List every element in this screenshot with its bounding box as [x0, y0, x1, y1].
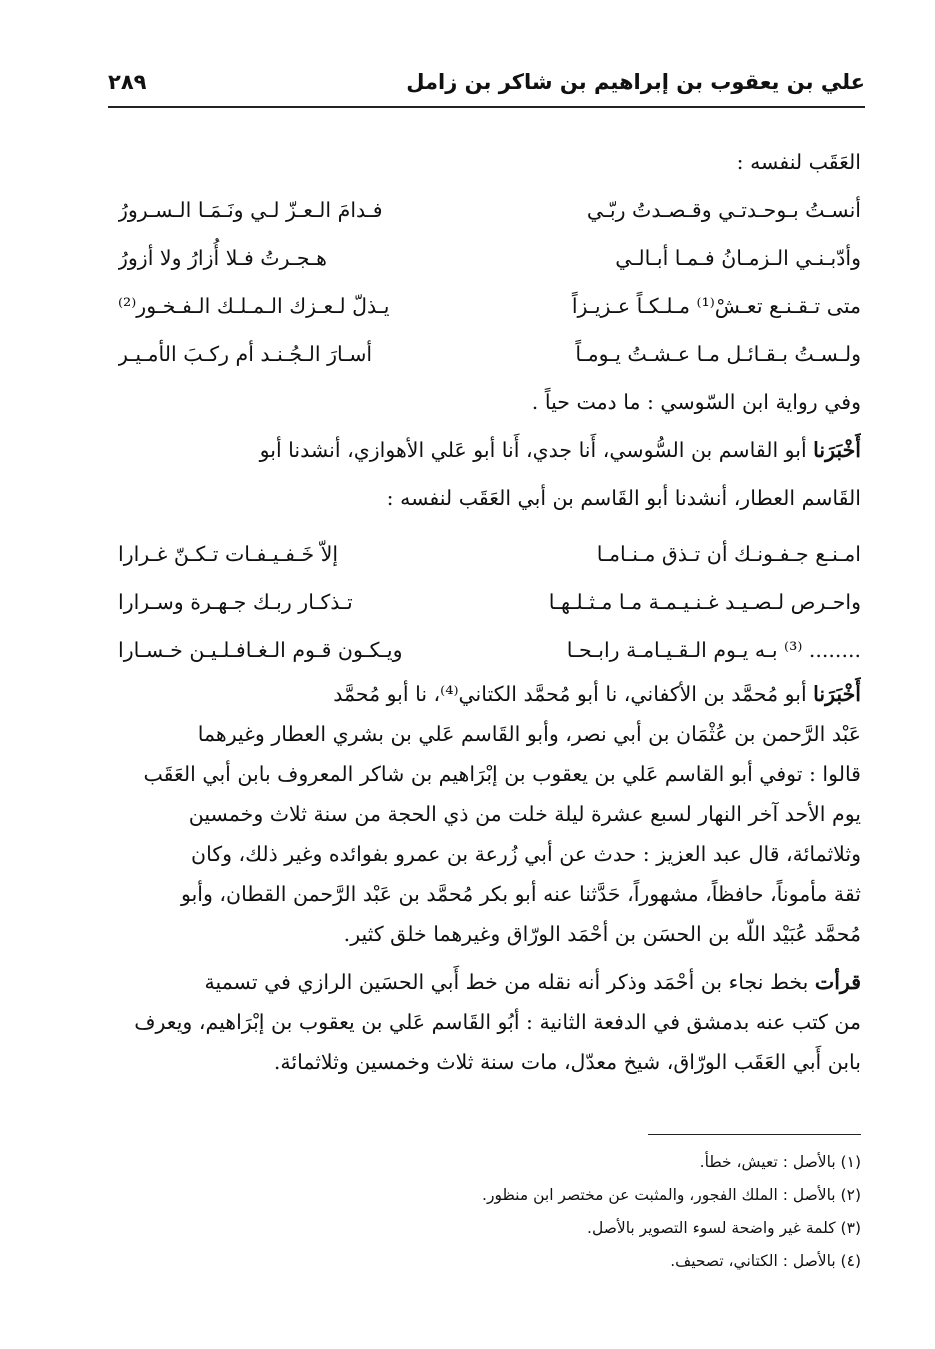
paragraph-line: ثقة مأموناً، حافظاً، مشهوراً، حَدَّثنا عنه أبو بكر مُحمَّد بن عَبْد الرَّحمن القطان، وأبو [180, 882, 861, 906]
footnote: (٤) بالأصل : الكتاني، تصحيف. [670, 1252, 861, 1270]
footnotes [300, 1146, 861, 1278]
footnote-divider [648, 1134, 861, 1135]
verse-second-hemistich: إلاّ خَـفـيـفـات تـكـنّ غـرارا [118, 542, 339, 566]
paragraph-line [118, 674, 861, 714]
verse [118, 186, 861, 234]
verse [118, 330, 861, 378]
paragraph-akhbarana-1 [118, 426, 861, 522]
verse-second-hemistich: ويـكـون قـوم الـغـافـلـيـن خـسـارا [118, 638, 403, 662]
main-text [118, 138, 861, 1082]
verse [118, 578, 861, 626]
paragraph-line-text: أبو مُحمَّد بن الأكفاني، نا أبو مُحمَّد الكتاني⁽⁴⁾، نا أبو مُحمَّد [333, 682, 814, 706]
verse-second-hemistich: تـذكـار ربـك جـهـرة وسـرارا [118, 590, 353, 614]
page-number: ٢٨٩ [108, 70, 147, 94]
paragraph-akhbarana-2 [118, 674, 861, 954]
paragraph-line: بابن أَبي العَقَب الورّاق، شيخ معدّل، مات سنة ثلاث وخمسين وثلاثمائة. [273, 1050, 861, 1074]
paragraph-line: قالوا : توفي أبو القاسم عَلي بن يعقوب بن إبْرَاهيم بن شاكر المعروف بابن أبي العَقَب [143, 762, 861, 786]
verse-second-hemistich: هـجـرتُ فـلا أُزارُ ولا أزورُ [118, 246, 327, 270]
verse-second-hemistich: فـدامَ الـعـزّ لـي ونَـمَـا الـسـرورُ [118, 198, 383, 222]
paragraph-line [118, 426, 861, 474]
footnote: (١) بالأصل : تعيش، خطأ. [699, 1153, 861, 1171]
verse-first-hemistich: متى تـقـنـع تعـشْ⁽¹⁾ مـلـكـاً عـزيـزاً [571, 294, 861, 318]
paragraph-lead-word: أَخْبَرَنا [813, 682, 861, 706]
paragraph-line-text: أبو القاسم بن السُّوسي، أَنا جدي، أَنا أبو عَلي الأهوازي، أنشدنا أبو [259, 438, 814, 462]
running-header [108, 62, 865, 102]
running-title: علي بن يعقوب بن إبراهيم بن شاكر بن زامل [406, 70, 865, 94]
paragraph-line: القَاسم العطار، أنشدنا أبو القَاسم بن أبي العَقَب لنفسه : [386, 486, 861, 510]
paragraph-line: وثلاثمائة، قال عبد العزيز : حدث عن أبي زُرعة بن عمرو بفوائده وغير ذلك، وكان [191, 842, 861, 866]
verse [118, 234, 861, 282]
paragraph-qaraat [118, 962, 861, 1082]
paragraph-line: من كتب عنه بدمشق في الدفعة الثانية : أبُو القَاسم عَلي بن يعقوب بن إبْرَاهيم، ويعرف [134, 1010, 861, 1034]
poem-2 [118, 530, 861, 674]
footnote: (٢) بالأصل : الملك الفجور، والمثبت عن مختصر ابن منظور. [482, 1186, 861, 1204]
verse-second-hemistich: أسـارَ الـجُـنـد أم ركـبَ الأمـيـر [118, 342, 373, 366]
paragraph-line-text: بخط نجاء بن أحْمَد وذكر أنه نقله من خط أَبي الحسَين الرازي في تسمية [204, 970, 815, 994]
verse [118, 282, 861, 330]
verse-first-hemistich: امـنـع جـفـونـك أن تـذق مـنـامـا [596, 542, 861, 566]
verse-first-hemistich: أنسـتُ بـوحـدتـي وقـصـدتُ ربّـي [586, 198, 861, 222]
paragraph-riwaya: وفي رواية ابن السّوسي : ما دمت حياً . [531, 390, 861, 414]
verse-first-hemistich: ........ ⁽³⁾ بـه يـوم الـقـيـامـة رابـحـا [566, 638, 861, 662]
paragraph-line: عَبْد الرَّحمن بن عُثْمَان بن أبي نصر، وأبو القَاسم عَلي بن بشري العطار وغيرهما [197, 722, 861, 746]
paragraph-lead-word: قرأت [814, 970, 861, 994]
verse-second-hemistich: يـذلّ لـعـزك الـمـلـك الـفـخـور⁽²⁾ [118, 294, 390, 318]
verse-first-hemistich: وأدّبـنـي الـزمـانُ فـمـا أبـالـي [615, 246, 861, 270]
verse-first-hemistich: واحـرص لـصـيـد غـنـيـمـة مـا مـثـلـهـا [548, 590, 861, 614]
verse-first-hemistich: ولـسـتُ بـقـائـل مـا عـشـتُ يـومـاً [575, 342, 861, 366]
paragraph-lead-word: أَخْبَرَنا [813, 438, 861, 462]
footnote: (٣) كلمة غير واضحة لسوء التصوير بالأصل. [587, 1219, 861, 1237]
header-divider [108, 106, 865, 108]
verse [118, 626, 861, 674]
paragraph-line: مُحمَّد عُبَيْد اللّه بن الحسَن بن أحْمَد الورّاق وغيرهما خلق كثير. [343, 922, 861, 946]
verse [118, 530, 861, 578]
paragraph-line [118, 962, 861, 1002]
paragraph-line: يوم الأحد آخر النهار لسبع عشرة ليلة خلت من ذي الحجة من سنة ثلاث وخمسين [188, 802, 861, 826]
poem-1 [118, 186, 861, 378]
intro-line: العَقَب لنفسه : [736, 150, 861, 174]
